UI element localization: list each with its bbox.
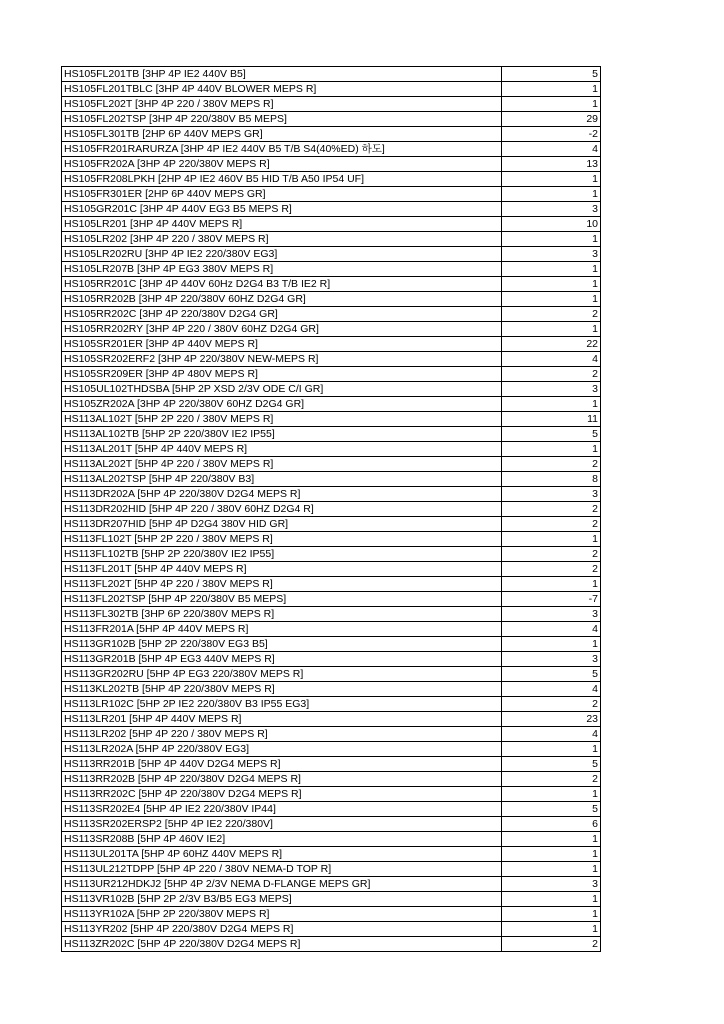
quantity-cell: 5	[502, 667, 601, 682]
quantity-cell: 23	[502, 712, 601, 727]
table-row	[62, 682, 601, 697]
item-cell: HS113GR202RU [5HP 4P EG3 220/380V MEPS R]	[62, 667, 502, 682]
table-row	[62, 352, 601, 367]
quantity-cell: 2	[502, 697, 601, 712]
table-row	[62, 802, 601, 817]
table-row	[62, 127, 601, 142]
item-cell: HS113SR208B [5HP 4P 460V IE2]	[62, 832, 502, 847]
item-cell: HS113DR202HID [5HP 4P 220 / 380V 60HZ D2G4 R]	[62, 502, 502, 517]
table-row	[62, 97, 601, 112]
table-row	[62, 562, 601, 577]
quantity-cell: 1	[502, 262, 601, 277]
table-row	[62, 202, 601, 217]
quantity-cell: 1	[502, 187, 601, 202]
item-cell: HS113FL102T [5HP 2P 220 / 380V MEPS R]	[62, 532, 502, 547]
quantity-cell: 3	[502, 607, 601, 622]
item-cell: HS105GR201C [3HP 4P 440V EG3 B5 MEPS R]	[62, 202, 502, 217]
table-row	[62, 862, 601, 877]
quantity-cell: 3	[502, 247, 601, 262]
quantity-cell: 11	[502, 412, 601, 427]
item-cell: HS113KL202TB [5HP 4P 220/380V MEPS R]	[62, 682, 502, 697]
table-row	[62, 532, 601, 547]
item-cell: HS113SR202E4 [5HP 4P IE2 220/380V IP44]	[62, 802, 502, 817]
table-row	[62, 217, 601, 232]
quantity-cell: 4	[502, 622, 601, 637]
item-cell: HS113UR212HDKJ2 [5HP 4P 2/3V NEMA D-FLANGE MEPS GR]	[62, 877, 502, 892]
quantity-cell: 3	[502, 382, 601, 397]
item-cell: HS105FR202A [3HP 4P 220/380V MEPS R]	[62, 157, 502, 172]
item-cell: HS105LR207B [3HP 4P EG3 380V MEPS R]	[62, 262, 502, 277]
quantity-cell: 6	[502, 817, 601, 832]
quantity-cell: 1	[502, 577, 601, 592]
table-row	[62, 382, 601, 397]
quantity-cell: 2	[502, 502, 601, 517]
table-row	[62, 637, 601, 652]
table-row	[62, 892, 601, 907]
quantity-cell: 1	[502, 742, 601, 757]
quantity-cell: 1	[502, 172, 601, 187]
table-row	[62, 277, 601, 292]
table-row	[62, 487, 601, 502]
item-cell: HS113FL102TB [5HP 2P 220/380V IE2 IP55]	[62, 547, 502, 562]
quantity-cell: 2	[502, 772, 601, 787]
table-row	[62, 652, 601, 667]
quantity-cell: 5	[502, 802, 601, 817]
item-cell: HS113DR202A [5HP 4P 220/380V D2G4 MEPS R]	[62, 487, 502, 502]
item-cell: HS113AL202T [5HP 4P 220 / 380V MEPS R]	[62, 457, 502, 472]
quantity-cell: 2	[502, 367, 601, 382]
quantity-cell: 1	[502, 637, 601, 652]
quantity-cell: 1	[502, 277, 601, 292]
item-cell: HS113VR102B [5HP 2P 2/3V B3/B5 EG3 MEPS]	[62, 892, 502, 907]
table-row	[62, 247, 601, 262]
quantity-cell: 1	[502, 892, 601, 907]
quantity-cell: 22	[502, 337, 601, 352]
quantity-cell: 1	[502, 532, 601, 547]
table-row	[62, 517, 601, 532]
table-row	[62, 937, 601, 952]
item-cell: HS113AL102TB [5HP 2P 220/380V IE2 IP55]	[62, 427, 502, 442]
table-row	[62, 337, 601, 352]
item-cell: HS105SR209ER [3HP 4P 480V MEPS R]	[62, 367, 502, 382]
item-cell: HS113AL102T [5HP 2P 220 / 380V MEPS R]	[62, 412, 502, 427]
quantity-cell: 1	[502, 847, 601, 862]
item-cell: HS105FL301TB [2HP 6P 440V MEPS GR]	[62, 127, 502, 142]
table-row	[62, 757, 601, 772]
quantity-cell: 10	[502, 217, 601, 232]
table-row	[62, 262, 601, 277]
quantity-cell: -7	[502, 592, 601, 607]
item-cell: HS105RR202RY [3HP 4P 220 / 380V 60HZ D2G4 GR]	[62, 322, 502, 337]
table-row	[62, 112, 601, 127]
table-row	[62, 442, 601, 457]
item-cell: HS113GR102B [5HP 2P 220/380V EG3 B5]	[62, 637, 502, 652]
table-row	[62, 727, 601, 742]
item-cell: HS105RR202B [3HP 4P 220/380V 60HZ D2G4 GR]	[62, 292, 502, 307]
table-row	[62, 607, 601, 622]
table-row	[62, 592, 601, 607]
item-cell: HS105FL202T [3HP 4P 220 / 380V MEPS R]	[62, 97, 502, 112]
quantity-cell: 3	[502, 877, 601, 892]
table-row	[62, 67, 601, 82]
item-cell: HS105FL201TB [3HP 4P IE2 440V B5]	[62, 67, 502, 82]
table-row	[62, 817, 601, 832]
table-row	[62, 742, 601, 757]
table-row	[62, 232, 601, 247]
item-cell: HS113LR201 [5HP 4P 440V MEPS R]	[62, 712, 502, 727]
quantity-cell: 13	[502, 157, 601, 172]
item-cell: HS105UL102THDSBA [5HP 2P XSD 2/3V ODE C/I GR]	[62, 382, 502, 397]
item-cell: HS113FR201A [5HP 4P 440V MEPS R]	[62, 622, 502, 637]
item-cell: HS113LR202 [5HP 4P 220 / 380V MEPS R]	[62, 727, 502, 742]
item-cell: HS105FR208LPKH [2HP 4P IE2 460V B5 HID T/B A50 IP54 UF]	[62, 172, 502, 187]
item-cell: HS105FR301ER [2HP 6P 440V MEPS GR]	[62, 187, 502, 202]
item-cell: HS113FL201T [5HP 4P 440V MEPS R]	[62, 562, 502, 577]
table-row	[62, 367, 601, 382]
item-cell: HS113AL201T [5HP 4P 440V MEPS R]	[62, 442, 502, 457]
quantity-cell: 3	[502, 202, 601, 217]
quantity-cell: 29	[502, 112, 601, 127]
table-row	[62, 142, 601, 157]
quantity-cell: 5	[502, 757, 601, 772]
item-cell: HS113FL202TSP [5HP 4P 220/380V B5 MEPS]	[62, 592, 502, 607]
table-row	[62, 832, 601, 847]
quantity-cell: 2	[502, 937, 601, 952]
item-cell: HS113UL201TA [5HP 4P 60HZ 440V MEPS R]	[62, 847, 502, 862]
table-row	[62, 547, 601, 562]
item-cell: HS113RR201B [5HP 4P 440V D2G4 MEPS R]	[62, 757, 502, 772]
item-cell: HS113RR202B [5HP 4P 220/380V D2G4 MEPS R]	[62, 772, 502, 787]
quantity-cell: 1	[502, 907, 601, 922]
table-row	[62, 427, 601, 442]
table-row	[62, 292, 601, 307]
quantity-cell: 2	[502, 457, 601, 472]
item-cell: HS113AL202TSP [5HP 4P 220/380V B3]	[62, 472, 502, 487]
item-cell: HS105FL202TSP [3HP 4P 220/380V B5 MEPS]	[62, 112, 502, 127]
table-row	[62, 697, 601, 712]
table-row	[62, 712, 601, 727]
inventory-table	[61, 66, 601, 952]
table-row	[62, 907, 601, 922]
quantity-cell: 4	[502, 727, 601, 742]
inventory-table-body	[62, 67, 601, 952]
item-cell: HS113ZR202C [5HP 4P 220/380V D2G4 MEPS R]	[62, 937, 502, 952]
table-row	[62, 577, 601, 592]
quantity-cell: 1	[502, 832, 601, 847]
item-cell: HS113GR201B [5HP 4P EG3 440V MEPS R]	[62, 652, 502, 667]
table-row	[62, 307, 601, 322]
quantity-cell: 4	[502, 352, 601, 367]
quantity-cell: 1	[502, 82, 601, 97]
quantity-cell: 1	[502, 862, 601, 877]
table-row	[62, 472, 601, 487]
item-cell: HS113LR202A [5HP 4P 220/380V EG3]	[62, 742, 502, 757]
table-row	[62, 397, 601, 412]
quantity-cell: 4	[502, 682, 601, 697]
item-cell: HS113FL302TB [3HP 6P 220/380V MEPS R]	[62, 607, 502, 622]
quantity-cell: 2	[502, 562, 601, 577]
item-cell: HS105ZR202A [3HP 4P 220/380V 60HZ D2G4 GR]	[62, 397, 502, 412]
table-row	[62, 772, 601, 787]
quantity-cell: 8	[502, 472, 601, 487]
quantity-cell: 1	[502, 442, 601, 457]
quantity-cell: 1	[502, 292, 601, 307]
quantity-cell: 2	[502, 517, 601, 532]
item-cell: HS113YR202 [5HP 4P 220/380V D2G4 MEPS R]	[62, 922, 502, 937]
quantity-cell: 3	[502, 652, 601, 667]
quantity-cell: 4	[502, 142, 601, 157]
item-cell: HS113YR102A [5HP 2P 220/380V MEPS R]	[62, 907, 502, 922]
item-cell: HS105LR202RU [3HP 4P IE2 220/380V EG3]	[62, 247, 502, 262]
item-cell: HS105FL201TBLC [3HP 4P 440V BLOWER MEPS R]	[62, 82, 502, 97]
item-cell: HS113DR207HID [5HP 4P D2G4 380V HID GR]	[62, 517, 502, 532]
table-row	[62, 412, 601, 427]
item-cell: HS105SR202ERF2 [3HP 4P 220/380V NEW-MEPS R]	[62, 352, 502, 367]
table-row	[62, 502, 601, 517]
quantity-cell: 1	[502, 397, 601, 412]
item-cell: HS113FL202T [5HP 4P 220 / 380V MEPS R]	[62, 577, 502, 592]
quantity-cell: 1	[502, 97, 601, 112]
item-cell: HS105LR202 [3HP 4P 220 / 380V MEPS R]	[62, 232, 502, 247]
item-cell: HS105LR201 [3HP 4P 440V MEPS R]	[62, 217, 502, 232]
table-row	[62, 667, 601, 682]
table-row	[62, 922, 601, 937]
table-row	[62, 787, 601, 802]
quantity-cell: 1	[502, 922, 601, 937]
item-cell: HS113LR102C [5HP 2P IE2 220/380V B3 IP55 EG3]	[62, 697, 502, 712]
item-cell: HS105RR201C [3HP 4P 440V 60Hz D2G4 B3 T/B IE2 R]	[62, 277, 502, 292]
item-cell: HS113SR202ERSP2 [5HP 4P IE2 220/380V]	[62, 817, 502, 832]
item-cell: HS113UL212TDPP [5HP 4P 220 / 380V NEMA-D TOP R]	[62, 862, 502, 877]
item-cell: HS113RR202C [5HP 4P 220/380V D2G4 MEPS R]	[62, 787, 502, 802]
quantity-cell: 2	[502, 307, 601, 322]
quantity-cell: 5	[502, 427, 601, 442]
item-cell: HS105SR201ER [3HP 4P 440V MEPS R]	[62, 337, 502, 352]
quantity-cell: 1	[502, 232, 601, 247]
quantity-cell: 5	[502, 67, 601, 82]
quantity-cell: -2	[502, 127, 601, 142]
quantity-cell: 1	[502, 787, 601, 802]
quantity-cell: 3	[502, 487, 601, 502]
item-cell: HS105RR202C [3HP 4P 220/380V D2G4 GR]	[62, 307, 502, 322]
table-row	[62, 187, 601, 202]
quantity-cell: 2	[502, 547, 601, 562]
table-row	[62, 172, 601, 187]
table-row	[62, 457, 601, 472]
quantity-cell: 1	[502, 322, 601, 337]
table-row	[62, 847, 601, 862]
table-row	[62, 82, 601, 97]
table-row	[62, 157, 601, 172]
table-row	[62, 622, 601, 637]
table-row	[62, 877, 601, 892]
table-row	[62, 322, 601, 337]
item-cell: HS105FR201RARURZA [3HP 4P IE2 440V B5 T/B S4(40%ED) 하도]	[62, 142, 502, 157]
